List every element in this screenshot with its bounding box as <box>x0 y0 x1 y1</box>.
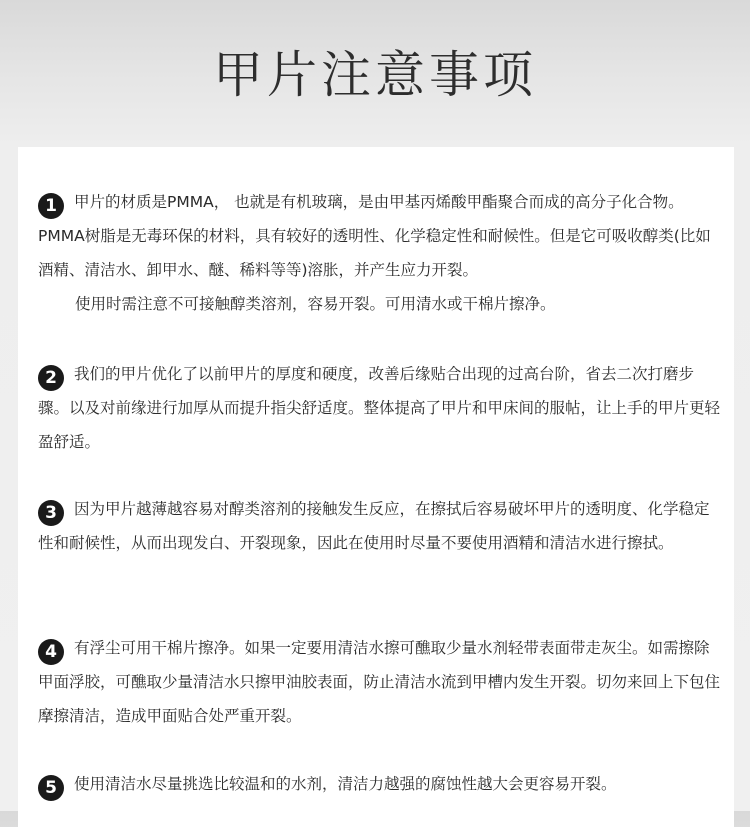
note-paragraph <box>38 357 722 459</box>
note-paragraph <box>38 185 722 287</box>
note-item <box>38 631 722 733</box>
number-badge: 4 <box>38 639 64 665</box>
note-text: 因为甲片越薄越容易对醇类溶剂的接触发生反应，在擦拭后容易破坏甲片的透明度、化学稳定性和耐候性，从而出现发白、开裂现象，因此在使用时尽量不要使用酒精和清洁水进行擦拭。 <box>38 500 710 552</box>
note-text: 我们的甲片优化了以前甲片的厚度和硬度，改善后缘贴合出现的过高台阶，省去二次打磨步骤。以及对前缘进行加厚从而提升指尖舒适度。整体提高了甲片和甲床间的服帖，让上手的甲片更轻盈舒适。 <box>38 365 721 451</box>
number-badge: 1 <box>38 193 64 219</box>
note-extra-text: 使用时需注意不可接触醇类溶剂，容易开裂。可用清水或干棉片擦净。 <box>75 295 556 313</box>
note-text: 使用清洁水尽量挑选比较温和的水剂，清洁力越强的腐蚀性越大会更容易开裂。 <box>74 775 617 793</box>
number-badge: 3 <box>38 500 64 526</box>
note-item <box>38 767 722 801</box>
note-text: 有浮尘可用干棉片擦净。如果一定要用清洁水擦可醮取少量水剂轻带表面带走灰尘。如需擦除甲面浮胶，可醮取少量清洁水只擦甲油胶表面，防止清洁水流到甲槽内发生开裂。切勿来回上下包住摩擦清洁，造成甲面贴合处严重开裂。 <box>38 639 721 725</box>
page-title: 甲片注意事项 <box>213 46 537 104</box>
number-badge: 5 <box>38 775 64 801</box>
note-paragraph <box>38 767 722 801</box>
number-badge: 2 <box>38 365 64 391</box>
notes-card <box>18 147 734 827</box>
note-item <box>38 492 722 560</box>
note-paragraph <box>38 631 722 733</box>
note-text: 甲片的材质是PMMA， 也就是有机玻璃，是由甲基丙烯酸甲酯聚合而成的高分子化合物。PMMA树脂是无毒环保的材料，具有较好的透明性、化学稳定性和耐候性。但是它可吸收醇类(比如酒精、清洁水、卸甲水、醚、稀料等等)溶胀，并产生应力开裂。 <box>38 193 711 279</box>
note-item <box>38 185 722 321</box>
note-item <box>38 357 722 459</box>
note-paragraph <box>38 492 722 560</box>
